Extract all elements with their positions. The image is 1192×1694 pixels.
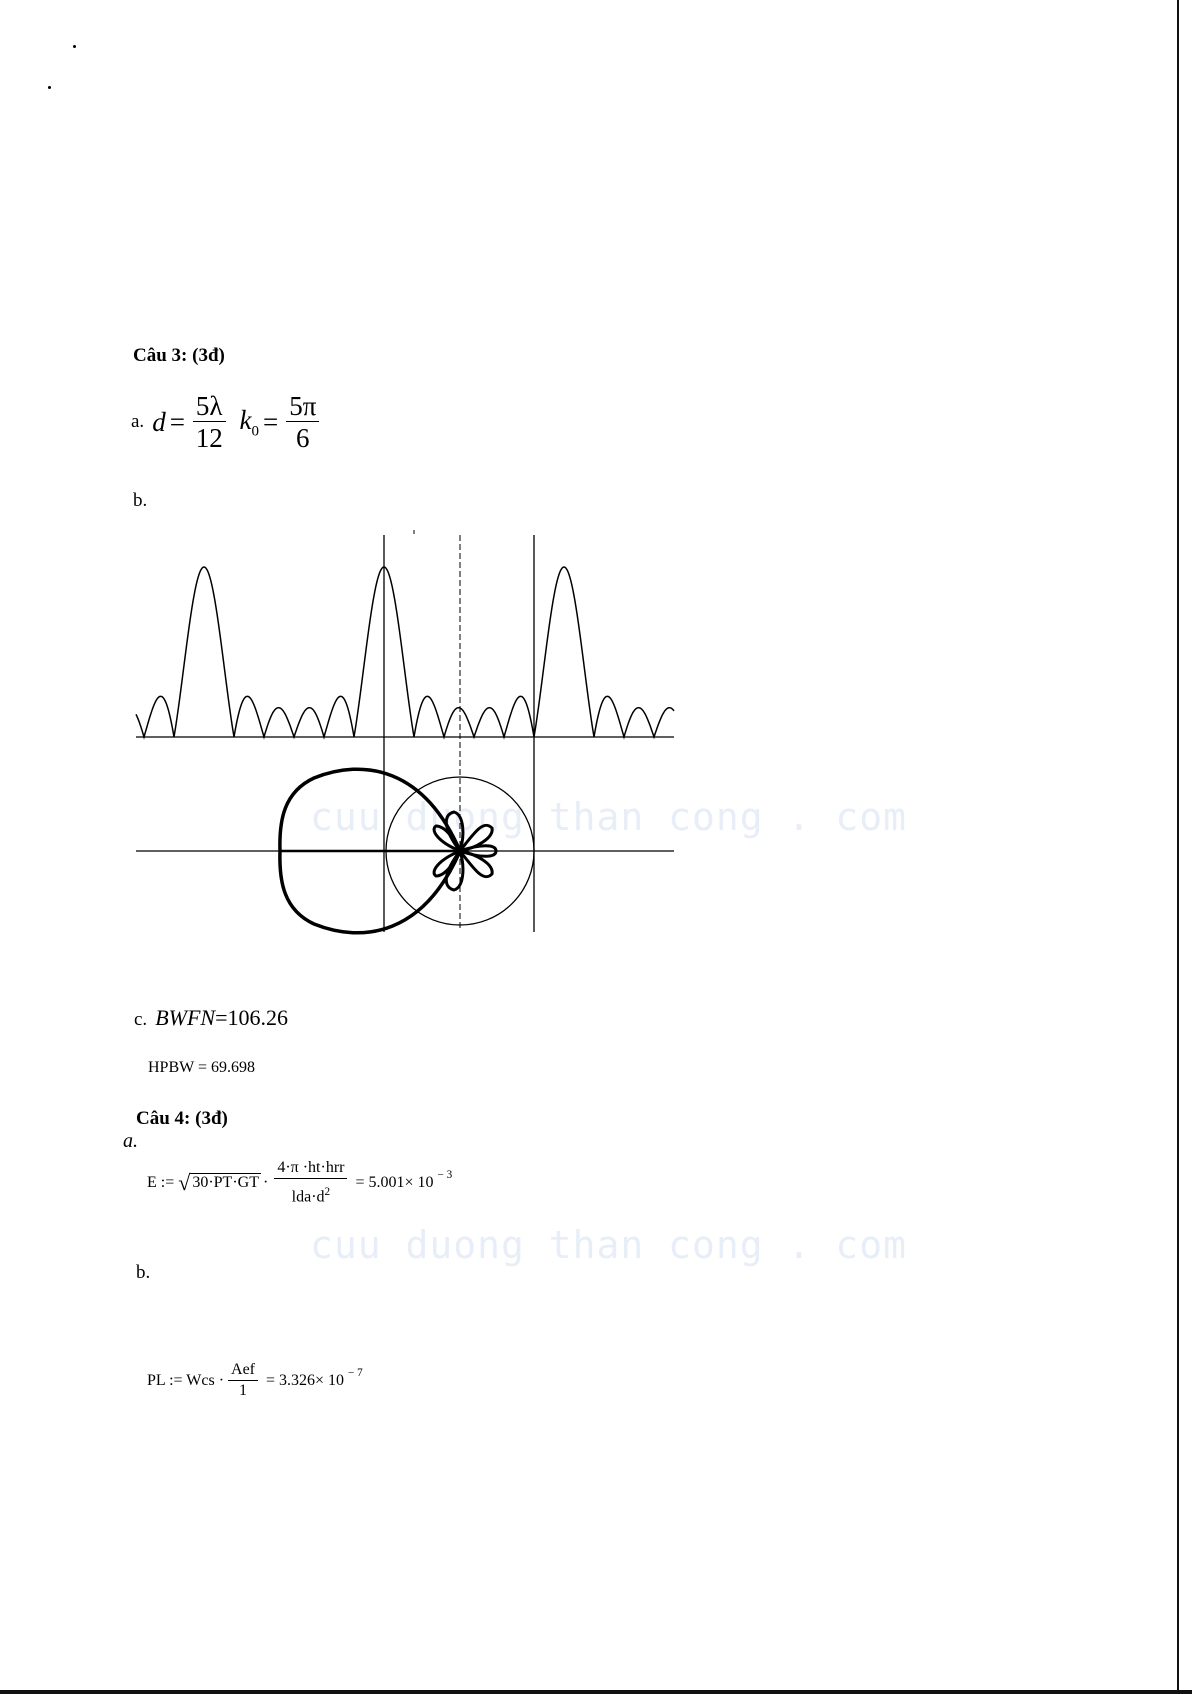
power-formula <box>147 1362 363 1400</box>
den-text: lda·d <box>291 1188 325 1206</box>
formula-lhs: E := <box>147 1173 175 1191</box>
k-letter: k <box>239 404 252 435</box>
part-a-label-handwritten: a. <box>123 1130 138 1152</box>
scan-speck <box>73 45 76 48</box>
field-strength-formula: E := √ 30·PT·GT · $\frac{\text{4·π ·ht·hrr}}{lda\cdot d^2}$ = 5.001× 10 $^{- 3}$ <box>147 1159 453 1206</box>
part-a-label: a. <box>131 411 145 433</box>
k-numerator: 5π <box>286 392 319 422</box>
k-symbol <box>240 405 259 440</box>
d-symbol: d <box>152 406 166 437</box>
question-3-heading: Câu 3: (3đ) <box>133 345 225 366</box>
radiation-pattern-figure <box>124 530 684 930</box>
formula-result: = 3.326× 10 <box>266 1371 345 1389</box>
array-factor-curve <box>136 567 674 737</box>
formula-lhs: PL := Wcs · <box>147 1371 225 1389</box>
power-fraction <box>228 1362 258 1400</box>
watermark: cuu duong than cong . com <box>310 1223 907 1267</box>
formula-exponent: − 3 <box>437 1168 453 1181</box>
page-border-bottom <box>0 1690 1192 1694</box>
bwfn-value: =106.26 <box>215 1005 288 1030</box>
field-fraction <box>274 1160 347 1206</box>
k-fraction <box>286 392 319 453</box>
d-denominator: 12 <box>195 423 223 454</box>
equals-sign: = <box>169 406 185 437</box>
formula-exponent: − 7 <box>348 1366 363 1379</box>
equals-sign: = <box>263 406 279 437</box>
d-fraction <box>193 392 226 453</box>
bwfn-label: BWFN <box>155 1005 216 1030</box>
part-c-label: c. <box>134 1009 148 1030</box>
part-b-label-q4: b. <box>136 1262 151 1283</box>
den-exponent: 2 <box>324 1185 331 1198</box>
watermark: cuu duong than cong . com <box>310 795 907 839</box>
sqrt-icon: √ <box>178 1169 191 1195</box>
page-border <box>1177 0 1179 1694</box>
d-numerator: 5λ <box>193 392 226 422</box>
bwfn-line <box>134 1005 288 1031</box>
sqrt-content: 30·PT·GT <box>192 1174 259 1192</box>
question-4-heading: Câu 4: (3đ) <box>136 1108 228 1129</box>
fraction-denominator: 1 <box>239 1381 247 1399</box>
formula-a <box>131 392 323 453</box>
part-b-label: b. <box>133 490 148 511</box>
fraction-numerator: 4·π ·ht·hrr <box>274 1160 347 1179</box>
hpbw-value: HPBW = 69.698 <box>148 1059 255 1076</box>
fraction-denominator <box>292 1179 330 1206</box>
k-subscript: 0 <box>251 423 259 440</box>
fraction-numerator: Aef <box>228 1362 258 1381</box>
scan-speck <box>48 86 51 89</box>
formula-result: = 5.001× 10 <box>355 1173 434 1191</box>
k-denominator: 6 <box>296 423 310 454</box>
